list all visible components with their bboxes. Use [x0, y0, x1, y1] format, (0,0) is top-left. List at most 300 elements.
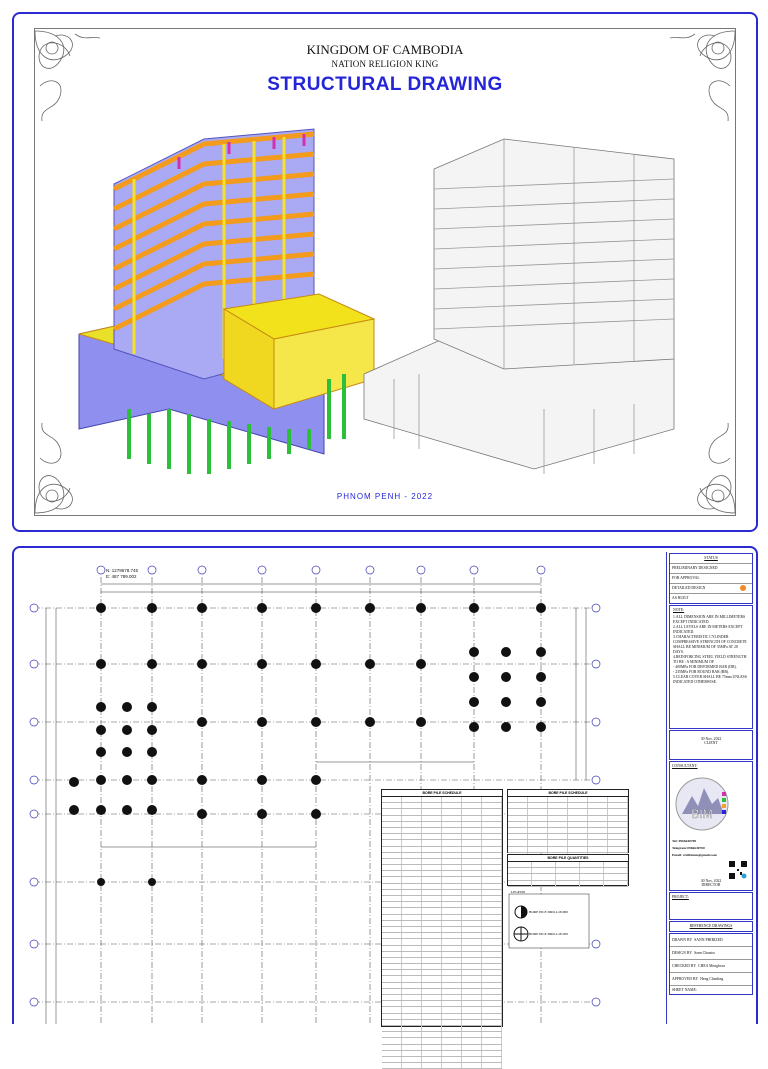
schedule-cell: [482, 1026, 502, 1031]
project-label: PROJECT:: [672, 895, 689, 899]
schedule-cell: [462, 939, 482, 944]
note-item: 4.REINFORCING STEEL YIELD STRENGTH TO BE : A MINIMUM OF: [673, 655, 747, 664]
person-name: CHEA Menghour: [698, 964, 725, 968]
checked-by-row: [670, 960, 752, 973]
schedule-cell: [462, 927, 482, 932]
schedule-cell: [508, 874, 532, 879]
schedule-cell: [442, 915, 462, 920]
schedule-cell: [402, 1051, 422, 1056]
schedule-cell: [608, 822, 628, 827]
schedule-cell: [482, 797, 502, 802]
schedule-cell: [604, 868, 628, 873]
schedule-cell: [548, 847, 568, 852]
schedule-cell: [442, 983, 462, 988]
schedule-cell: [382, 1045, 402, 1050]
schedule-cell: [462, 853, 482, 858]
schedule-cell: [402, 946, 422, 951]
schedule-cell: [382, 871, 402, 876]
schedule-cell: [482, 828, 502, 833]
role-label: APPROVED BY: [672, 977, 699, 981]
schedule-cell: [402, 816, 422, 821]
schedule-cell: [462, 1063, 482, 1068]
foundation-plan-drawing: [16, 552, 656, 1024]
schedule-cell: [402, 958, 422, 963]
schedule-cell: [382, 847, 402, 852]
schedule-cell: [422, 871, 442, 876]
sheet-name-row: [670, 986, 752, 994]
schedule-cell: [422, 816, 442, 821]
schedule-cell: [382, 1063, 402, 1068]
schedule-cell: [462, 1026, 482, 1031]
quantities-title: BORE PILE QUANTITIES: [508, 855, 628, 862]
status-label: PRELIMINARY DESIGNED: [672, 566, 718, 570]
schedule-cell: [508, 828, 528, 833]
schedule-cell: [382, 939, 402, 944]
schedule-cell: [382, 853, 402, 858]
schedule-cell: [402, 803, 422, 808]
schedule-cell: [402, 970, 422, 975]
schedule-cell: [442, 859, 462, 864]
schedule-cell: [382, 1026, 402, 1031]
schedule-cell: [382, 952, 402, 957]
schedule-cell: [382, 933, 402, 938]
wireframe-structural-model: [364, 139, 674, 474]
schedule-cell: [422, 946, 442, 951]
schedule-cell: [462, 834, 482, 839]
schedule-cell: [482, 877, 502, 882]
schedule-cell: [508, 803, 528, 808]
schedule-cell: [402, 865, 422, 870]
project-section: [669, 892, 753, 920]
schedule-cell: [462, 915, 482, 920]
schedule-cell: [508, 834, 528, 839]
schedule-cell: [482, 952, 502, 957]
schedule-cell: [382, 1020, 402, 1025]
schedule-cell: [608, 847, 628, 852]
schedule-cell: [442, 896, 462, 901]
schedule-cell: [608, 828, 628, 833]
schedule-cell: [442, 958, 462, 963]
schedule-cell: [422, 1001, 442, 1006]
schedule-cell: [442, 1001, 462, 1006]
schedule-cell: [462, 840, 482, 845]
client-date: 30 Nov, 2022: [700, 737, 722, 741]
schedule-cell: [442, 884, 462, 889]
schedule-cell: [608, 803, 628, 808]
schedule-cell: [462, 1020, 482, 1025]
schedule-cell: [482, 958, 502, 963]
schedule-cell: [482, 847, 502, 852]
schedule-cell: [402, 952, 422, 957]
schedule-cell: [402, 1014, 422, 1019]
schedule-cell: [402, 859, 422, 864]
reference-section: [669, 921, 753, 932]
schedule-cell: [580, 868, 604, 873]
schedule-cell: [402, 1026, 422, 1031]
schedule-cell: [462, 995, 482, 1000]
schedule-cell: [422, 952, 442, 957]
schedule-cell: [482, 983, 502, 988]
schedule-cell: [462, 859, 482, 864]
schedule-cell: [588, 797, 608, 802]
schedule-cell: [462, 1038, 482, 1043]
schedule-row: [508, 881, 628, 887]
schedule-cell: [568, 840, 588, 845]
schedule-cell: [422, 809, 442, 814]
title-block: [666, 552, 755, 1024]
schedule-cell: [442, 828, 462, 833]
note-item: - 400MPa FOR DEFORMED BAR (DB).: [673, 665, 737, 669]
schedule-cell: [442, 933, 462, 938]
schedule-cell: [482, 859, 502, 864]
schedule-cell: [402, 915, 422, 920]
schedule-cell: [402, 1063, 422, 1068]
role-label: DRAWN BY: [672, 938, 693, 942]
note-item: 2.ALL LEVELS ARE IN METERS EXCEPT INDICATED.: [673, 625, 743, 634]
schedule-cell: [532, 862, 556, 867]
status-row-detailed: [670, 584, 752, 594]
bore-pile-schedule-2: [507, 789, 629, 853]
schedule-cell: [462, 902, 482, 907]
contact-tel: Tel: 0966640700: [672, 839, 697, 843]
schedule-cell: [482, 964, 502, 969]
schedule-cell: [462, 1045, 482, 1050]
schedule-cell: [588, 809, 608, 814]
schedule-cell: [462, 1032, 482, 1037]
schedule-cell: [442, 890, 462, 895]
schedule-cell: [442, 865, 462, 870]
schedule-cell: [482, 896, 502, 901]
schedule-cell: [402, 1001, 422, 1006]
status-row-asbuilt: [670, 594, 752, 603]
schedule-cell: [422, 970, 442, 975]
schedule-cell: [482, 840, 502, 845]
schedule-cell: [382, 797, 402, 802]
schedule-cell: [382, 915, 402, 920]
schedule-cell: [442, 927, 462, 932]
schedule-cell: [422, 877, 442, 882]
schedule-cell: [422, 908, 442, 913]
schedule-cell: [402, 1057, 422, 1062]
schedule-cell: [402, 964, 422, 969]
plan-sheet: [12, 546, 758, 1024]
legend-item-2: BORE PILE DRILL Ø1200: [529, 932, 569, 936]
schedule-cell: [422, 884, 442, 889]
schedule-cell: [462, 877, 482, 882]
schedule-cell: [402, 1045, 422, 1050]
schedule-cell: [402, 995, 422, 1000]
kingdom-heading: KINGDOM OF CAMBODIA: [306, 42, 464, 57]
schedule-cell: [442, 970, 462, 975]
schedule-cell: [382, 908, 402, 913]
schedule-cell: [422, 1051, 442, 1056]
schedule-cell: [402, 797, 422, 802]
schedule-cell: [382, 958, 402, 963]
schedule-cell: [402, 1032, 422, 1037]
schedule-cell: [402, 890, 422, 895]
schedule-cell: [508, 840, 528, 845]
schedule-cell: [382, 964, 402, 969]
schedule-cell: [442, 847, 462, 852]
schedule-cell: [422, 958, 442, 963]
schedule-cell: [528, 816, 548, 821]
schedule-cell: [422, 1045, 442, 1050]
schedule-cell: [442, 989, 462, 994]
consultant-section: [669, 761, 753, 891]
schedule-cell: [402, 822, 422, 827]
drawing-title: STRUCTURAL DRAWING: [267, 74, 503, 95]
role-label: SHEET NAME:: [672, 988, 697, 992]
schedule-cell: [402, 933, 422, 938]
schedule-cell: [482, 1007, 502, 1012]
schedule-cell: [608, 809, 628, 814]
notes-section: [669, 605, 753, 729]
schedule-cell: [462, 890, 482, 895]
schedule-cell: [382, 983, 402, 988]
schedule-cell: [462, 946, 482, 951]
schedule-cell: [442, 809, 462, 814]
schedule-cell: [548, 822, 568, 827]
schedule-cell: [422, 853, 442, 858]
schedule-cell: [568, 847, 588, 852]
schedule-cell: [382, 946, 402, 951]
schedule-cell: [442, 1007, 462, 1012]
schedule-cell: [402, 939, 422, 944]
schedule-cell: [462, 871, 482, 876]
schedule-cell: [508, 816, 528, 821]
schedule-cell: [442, 803, 462, 808]
schedule-cell: [588, 816, 608, 821]
schedule-cell: [442, 1063, 462, 1068]
schedule-cell: [556, 862, 580, 867]
schedule-cell: [382, 884, 402, 889]
schedule-cell: [382, 1038, 402, 1043]
schedule-cell: [422, 803, 442, 808]
schedule-cell: [532, 868, 556, 873]
schedule-cell: [442, 816, 462, 821]
schedule-cell: [482, 1045, 502, 1050]
design-by-row: [670, 947, 752, 960]
schedule-cell: [382, 1032, 402, 1037]
schedule-cell: [442, 1045, 462, 1050]
schedule-cell: [382, 859, 402, 864]
schedule-cell: [442, 1032, 462, 1037]
schedule-cell: [482, 995, 502, 1000]
schedule-cell: [482, 1020, 502, 1025]
schedule-cell: [382, 927, 402, 932]
schedule-cell: [462, 865, 482, 870]
schedule-cell: [402, 871, 422, 876]
schedule-cell: [402, 840, 422, 845]
schedule-cell: [422, 1032, 442, 1037]
schedule-cell: [548, 803, 568, 808]
schedule-cell: [528, 803, 548, 808]
schedule-cell: [568, 834, 588, 839]
schedule-cell: [382, 896, 402, 901]
status-header: STATUS: [670, 554, 752, 564]
contact-email: Email: civilbimm@gmail.com: [672, 853, 717, 857]
schedule-cell: [382, 1057, 402, 1062]
schedule-cell: [532, 874, 556, 879]
schedule-cell: [442, 908, 462, 913]
schedule-cell: [402, 921, 422, 926]
schedule-cell: [482, 927, 502, 932]
schedule-cell: [462, 970, 482, 975]
legend-item-1: BORE PILE DRILL Ø1000: [529, 910, 569, 914]
schedule-cell: [462, 1001, 482, 1006]
schedule-cell: [588, 847, 608, 852]
schedule-cell: [482, 970, 502, 975]
schedule-cell: [402, 976, 422, 981]
director-label: DIRECTOR: [701, 883, 721, 887]
schedule-cell: [442, 1026, 462, 1031]
people-section: [669, 933, 753, 995]
schedule-cell: [462, 797, 482, 802]
schedule-cell: [580, 881, 604, 886]
schedule-cell: [482, 809, 502, 814]
schedule-cell: [422, 1014, 442, 1019]
schedule-cell: [508, 847, 528, 852]
schedule-cell: [382, 976, 402, 981]
coord-note-line1: N: 1279678.745: [106, 568, 139, 573]
schedule-cell: [462, 847, 482, 852]
bore-pile-quantities: [507, 854, 629, 886]
schedule-cell: [508, 809, 528, 814]
schedule-cell: [382, 822, 402, 827]
schedule-cell: [462, 816, 482, 821]
schedule-cell: [548, 816, 568, 821]
schedule-cell: [382, 809, 402, 814]
schedule-cell: [588, 803, 608, 808]
schedule-cell: [382, 995, 402, 1000]
schedule-cell: [382, 834, 402, 839]
schedule-cell: [422, 921, 442, 926]
schedule-cell: [604, 881, 628, 886]
schedule-cell: [482, 902, 502, 907]
schedule-cell: [422, 976, 442, 981]
schedule-cell: [442, 902, 462, 907]
schedule-cell: [442, 921, 462, 926]
schedule-cell: [482, 908, 502, 913]
logo-text: BIM: [691, 807, 713, 821]
schedule-cell: [402, 902, 422, 907]
schedule-cell: [422, 983, 442, 988]
contact-telegram: Telegram:0966640700: [672, 846, 705, 850]
bore-pile-schedule-1: [381, 789, 503, 1027]
schedule-cell: [422, 964, 442, 969]
schedule-cell: [482, 822, 502, 827]
role-label: CHECKED BY: [672, 964, 697, 968]
schedule-2-title: BORE PILE SCHEDULE: [508, 790, 628, 797]
colored-structural-model: [79, 129, 374, 474]
note-item: 1.ALL DIMENSION ARE IN MILLIMETERS EXCEPT INDICATED.: [673, 615, 746, 624]
quantities-rows: [508, 862, 628, 887]
cover-sheet: [12, 12, 758, 532]
schedule-cell: [402, 809, 422, 814]
schedule-cell: [588, 840, 608, 845]
schedule-cell: [442, 995, 462, 1000]
schedule-2-rows: [508, 797, 628, 859]
schedule-cell: [556, 881, 580, 886]
schedule-cell: [382, 1051, 402, 1056]
motto-heading: NATION RELIGION KING: [331, 59, 439, 69]
schedule-cell: [402, 927, 422, 932]
schedule-cell: [402, 989, 422, 994]
schedule-cell: [568, 816, 588, 821]
schedule-cell: [422, 822, 442, 827]
schedule-cell: [568, 803, 588, 808]
schedule-cell: [568, 797, 588, 802]
schedule-cell: [508, 868, 532, 873]
schedule-cell: [568, 809, 588, 814]
status-section: [669, 553, 753, 604]
schedule-cell: [442, 822, 462, 827]
schedule-cell: [588, 822, 608, 827]
schedule-cell: [422, 896, 442, 901]
schedule-cell: [462, 828, 482, 833]
legend-title: LEGEND: [511, 890, 525, 894]
schedule-cell: [548, 797, 568, 802]
schedule-cell: [442, 952, 462, 957]
schedule-cell: [382, 1014, 402, 1019]
schedule-cell: [402, 1020, 422, 1025]
schedule-cell: [462, 1051, 482, 1056]
director-date: 30 Nov, 2022: [700, 879, 722, 883]
schedule-cell: [548, 840, 568, 845]
schedule-cell: [402, 1038, 422, 1043]
person-name: SANN PHIRIZED: [694, 938, 723, 942]
schedule-cell: [422, 1007, 442, 1012]
schedule-cell: [422, 840, 442, 845]
schedule-cell: [422, 1057, 442, 1062]
schedule-cell: [422, 989, 442, 994]
schedule-cell: [422, 915, 442, 920]
schedule-cell: [482, 865, 502, 870]
schedule-row: [382, 1063, 502, 1069]
consultant-label: CONSULTANT:: [672, 764, 698, 768]
schedule-cell: [462, 1057, 482, 1062]
schedule-cell: [442, 1038, 462, 1043]
schedule-cell: [528, 834, 548, 839]
schedule-cell: [442, 964, 462, 969]
schedule-cell: [402, 983, 422, 988]
schedule-cell: [462, 921, 482, 926]
schedule-cell: [462, 803, 482, 808]
schedule-cell: [422, 902, 442, 907]
schedule-cell: [528, 797, 548, 802]
schedule-cell: [462, 1014, 482, 1019]
schedule-cell: [580, 874, 604, 879]
note-item: - 235MPa FOR ROUND BAR (RB).: [673, 670, 730, 674]
schedule-cell: [382, 970, 402, 975]
schedule-cell: [442, 1057, 462, 1062]
schedule-cell: [482, 1051, 502, 1056]
drawn-by-row: [670, 934, 752, 947]
status-row-approval: [670, 574, 752, 584]
schedule-cell: [588, 828, 608, 833]
schedule-cell: [608, 840, 628, 845]
schedule-cell: [508, 862, 532, 867]
schedule-cell: [608, 797, 628, 802]
schedule-cell: [422, 859, 442, 864]
bim-logo-icon: [672, 774, 732, 834]
schedule-cell: [462, 976, 482, 981]
schedule-cell: [528, 809, 548, 814]
schedule-cell: [382, 902, 402, 907]
schedule-cell: [422, 828, 442, 833]
role-label: DESIGN BY: [672, 951, 693, 955]
schedule-cell: [556, 874, 580, 879]
